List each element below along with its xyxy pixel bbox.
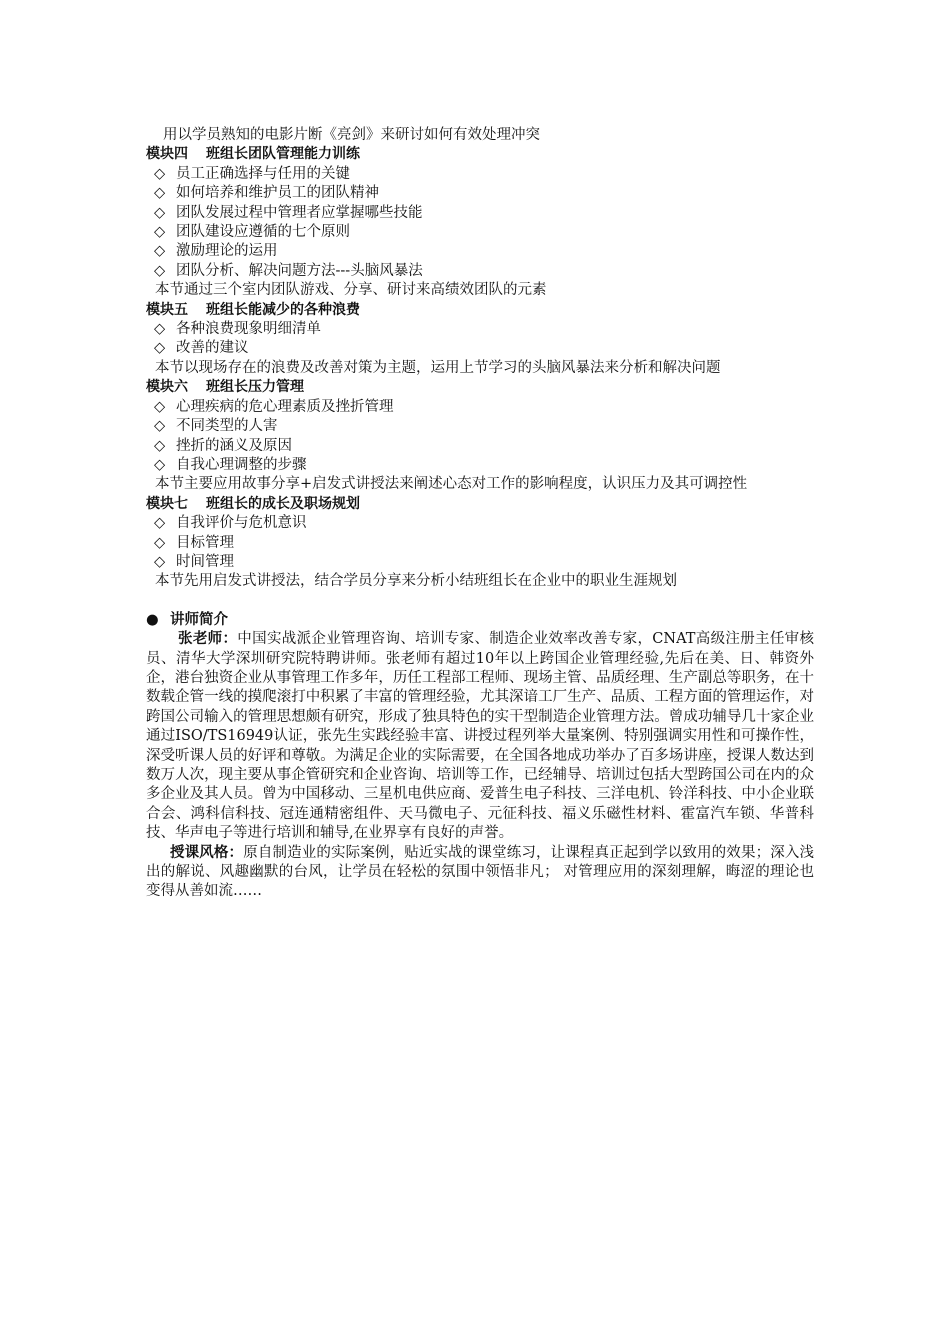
style-paragraph (146, 844, 814, 902)
diamond-icon: ◇ (154, 437, 166, 454)
bio-paragraph (146, 630, 814, 843)
list-item (146, 242, 814, 261)
list-item (146, 320, 814, 339)
list-item-text: 激励理论的运用 (176, 243, 278, 260)
list-item-text: 各种浪费现象明细清单 (176, 321, 321, 338)
module-note (146, 475, 814, 494)
list-item (146, 339, 814, 358)
bio-text: 中国实战派企业管理咨询、培训专家、制造企业效率改善专家，CNAT高级注册主任审核员、清华大学深圳研究院特聘讲师。张老师有超过10年以上跨国企业管理经验,先后在美、日、韩资外企，港台独资企业从事管理工作多年，历任工程部工程师、现场主管、品质经理、生产副总等职务，在十数载企管一线的摸爬滚打中积累了丰富的管理经验，尤其深谙工厂生产、品质、工程方面的管理运作，对跨国公司输入的管理思想颇有研究，形成了独具特色的实干型制造企业管理方法。曾成功辅导几十家企业通过ISO/TS16949认证，张先生实践经验丰富、讲授过程列举大量案例、特别强调实用性和可操作性，深受听课人员的好评和尊敬。为满足企业的实际需要，在全国各地成功举办了百多场讲座，授课人数达到数万人次，现主要从事企管研究和企业咨询、培训等工作，已经辅导、培训过包括大型跨国公司在内的众多企业及其人员。曾为中国移动、三星机电供应商、爱普生电子科技、三洋电机、铃洋科技、中小企业联合会、鸿科信科技、冠连通精密组件、天马微电子、元征科技、福义乐磁性材料、霍富汽车锁、华普科技、华声电子等进行培训和辅导,在业界享有良好的声誉。 (146, 631, 814, 842)
diamond-icon: ◇ (154, 185, 166, 202)
module-heading (146, 145, 814, 164)
list-item (146, 223, 814, 242)
list-item (146, 534, 814, 553)
list-item-text: 不同类型的人害 (176, 418, 278, 435)
list-item (146, 165, 814, 184)
diamond-icon: ◇ (154, 398, 166, 415)
list-item (146, 417, 814, 436)
diamond-icon: ◇ (154, 534, 166, 551)
module-note (146, 281, 814, 300)
module-number: 模块五 (146, 301, 188, 318)
diamond-icon: ◇ (154, 418, 166, 435)
list-item-text: 自我心理调整的步骤 (176, 456, 307, 473)
list-item-text: 心理疾病的危心理素质及挫折管理 (176, 398, 394, 415)
list-item (146, 204, 814, 223)
list-item (146, 514, 814, 533)
list-item-text: 时间管理 (176, 553, 234, 570)
list-item (146, 553, 814, 572)
module-note-text: 本节通过三个室内团队游戏、分享、研讨来高绩效团队的元素 (155, 282, 547, 299)
diamond-icon: ◇ (154, 321, 166, 338)
instructor-name: 张老师： (178, 631, 238, 648)
module-number: 模块四 (146, 146, 188, 163)
instructor-bio (146, 630, 814, 902)
diamond-icon: ◇ (154, 204, 166, 221)
style-label: 授课风格： (170, 844, 244, 861)
module-note (146, 359, 814, 378)
list-item (146, 262, 814, 281)
list-item-text: 团队发展过程中管理者应掌握哪些技能 (176, 204, 423, 221)
list-item (146, 437, 814, 456)
module-heading (146, 378, 814, 397)
list-item-text: 团队分析、解决问题方法---头脑风暴法 (176, 262, 423, 279)
module-title: 班组长能减少的各种浪费 (206, 301, 360, 318)
list-item (146, 456, 814, 475)
list-item (146, 398, 814, 417)
document-page (146, 126, 814, 902)
module-heading (146, 301, 814, 320)
diamond-icon: ◇ (154, 340, 166, 357)
diamond-icon: ◇ (154, 515, 166, 532)
module-note-text: 本节先用启发式讲授法，结合学员分享来分析小结班组长在企业中的职业生涯规划 (155, 573, 677, 590)
module-title: 班组长的成长及职场规划 (206, 495, 360, 512)
module-number: 模块六 (146, 379, 188, 396)
intro-line: 用以学员熟知的电影片断《亮剑》来研讨如何有效处理冲突 (163, 127, 540, 143)
style-text: 原自制造业的实际案例，贴近实战的课堂练习，让课程真正起到学以致用的效果；深入浅出的解说、风趣幽默的台风，让学员在轻松的氛围中领悟非凡； 对管理应用的深刻理解，晦涩的理论也变得从善如流…… (146, 844, 815, 900)
list-item-text: 员工正确选择与任用的关键 (176, 165, 350, 182)
diamond-icon: ◇ (154, 224, 166, 241)
diamond-icon: ◇ (154, 262, 166, 279)
list-item-text: 如何培养和维护员工的团队精神 (176, 185, 379, 202)
diamond-icon: ◇ (154, 553, 166, 570)
diamond-icon: ◇ (154, 243, 166, 260)
module-title: 班组长压力管理 (206, 379, 304, 396)
diamond-icon: ◇ (154, 456, 166, 473)
module-heading (146, 495, 814, 514)
module-number: 模块七 (146, 495, 188, 512)
bullet-icon: ● (146, 611, 159, 628)
instructor-heading (146, 611, 814, 630)
module-note-text: 本节主要应用故事分享+启发式讲授法来阐述心态对工作的影响程度，认识压力及其可调控性 (155, 476, 748, 493)
diamond-icon: ◇ (154, 165, 166, 182)
list-item-text: 改善的建议 (176, 340, 249, 357)
list-item-text: 团队建设应遵循的七个原则 (176, 224, 350, 241)
list-item-text: 自我评价与危机意识 (176, 515, 307, 532)
list-item-text: 挫折的涵义及原因 (176, 437, 292, 454)
module-note-text: 本节以现场存在的浪费及改善对策为主题，运用上节学习的头脑风暴法来分析和解决问题 (155, 359, 721, 376)
module-note (146, 572, 814, 591)
instructor-heading-text: 讲师简介 (170, 611, 228, 628)
list-item-text: 目标管理 (176, 534, 234, 551)
module-title: 班组长团队管理能力训练 (206, 146, 360, 163)
list-item (146, 184, 814, 203)
